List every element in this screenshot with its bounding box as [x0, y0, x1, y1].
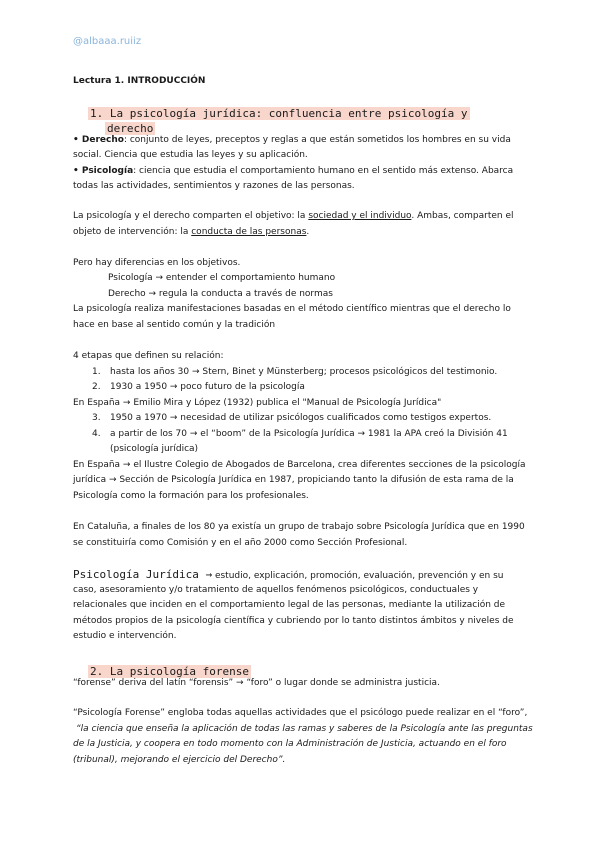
- derecho-def-2: social. Ciencia que estudia las leyes y su aplicación.: [73, 150, 308, 160]
- psicologia-definition: [73, 164, 513, 179]
- spain-note2-line3: Psicología como la formación para los profesionales.: [73, 491, 309, 501]
- catalonia-line2: se constituiría como Comisión y en el año 2000 como Sección Profesional.: [73, 538, 408, 548]
- difference-psychology: Psicología → entender el comportamiento humano: [108, 273, 336, 283]
- etymology: “forense” deriva del latín “forensis” → “foro” o lugar donde se administra justicia.: [73, 678, 440, 688]
- stage3-number: 3.: [92, 413, 101, 423]
- watermark: @albaaa.ruiiz: [73, 36, 142, 47]
- catalonia-line1: En Cataluña, a finales de los 80 ya existía un grupo de trabajo sobre Psicología Jurídica que en 1990: [73, 522, 525, 532]
- definition-term: Psicología Jurídica →: [73, 568, 213, 581]
- definition-line4: métodos propios de la psicología científica y cubriendo por lo tanto distintos ámbitos y niveles de: [73, 616, 514, 626]
- shared-2b: .: [306, 227, 310, 237]
- stage1-number: 1.: [92, 367, 101, 377]
- shared-1u: sociedad y el individuo: [308, 211, 412, 221]
- forensic-quote-line3: (tribunal), mejorando el ejercicio del Derecho”.: [73, 755, 286, 765]
- method-line1: La psicología realiza manifestaciones basadas en el método científico mientras que el derecho lo: [73, 304, 511, 314]
- definition-text-1: estudio, explicación, promoción, evaluación, prevención y en su: [212, 571, 504, 581]
- definition-line1: [73, 567, 503, 584]
- derecho-term: • Derecho: [73, 135, 124, 145]
- spain-note2-line2: jurídica → Sección de Psicología Jurídica en 1987, propiciando tanto la difusión de esta rama de la: [73, 475, 514, 485]
- stage4-text-line2: (psicología jurídica): [110, 444, 199, 454]
- differences-intro: Pero hay diferencias en los objetivos.: [73, 258, 241, 268]
- section1-heading-line2: derecho: [107, 122, 154, 135]
- method-line2: hace en base al sentido común y la tradición: [73, 320, 276, 330]
- derecho-definition: [73, 133, 511, 148]
- shared-2u: conducta de las personas: [191, 227, 307, 237]
- psicologia-def-1: : ciencia que estudia el comportamiento humano en el sentido más extenso. Abarca: [133, 166, 514, 176]
- stage2-number: 2.: [92, 382, 101, 392]
- shared-objective-line2: [73, 225, 309, 240]
- difference-law: Derecho → regula la conducta a través de normas: [108, 289, 333, 299]
- stage2-text: 1930 a 1950 → poco futuro de la psicología: [110, 382, 305, 392]
- definition-line5: estudio e intervención.: [73, 631, 177, 641]
- spain-note1: En España → Emilio Mira y López (1932) publica el "Manual de Psicología Jurídica": [73, 398, 442, 408]
- derecho-def-1: : conjunto de leyes, preceptos y reglas a que están sometidos los hombres en su vida: [123, 135, 511, 145]
- stage1-text: hasta los años 30 → Stern, Binet y Münsterberg; procesos psicológicos del testimonio.: [110, 367, 498, 377]
- psicologia-def-2: todas las actividades, sentimientos y razones de las personas.: [73, 181, 355, 191]
- section2-heading-text: 2. La psicología forense: [90, 665, 249, 678]
- definition-line3: relacionales que inciden en el comportamiento legal de las personas, mediante la utilización de: [73, 600, 506, 610]
- definition-line2: caso, asesoramiento y/o tratamiento de aquellos fenómenos psicológicos, conductuales y: [73, 585, 479, 595]
- shared-2a: objeto de intervención: la: [73, 227, 192, 237]
- stage4-number: 4.: [92, 429, 101, 439]
- forensic-quote-line2: de la Justicia, y coopera en todo momento con la Administración de Justicia, actuando en el foro: [73, 739, 507, 749]
- stage4-text-line1: a partir de los 70 → el “boom” de la Psicología Jurídica → 1981 la APA creó la División 41: [110, 429, 508, 439]
- shared-1b: . Ambas, comparten el: [411, 211, 514, 221]
- forensic-line1: “Psicología Forense” engloba todas aquellas actividades que el psicólogo puede realizar en el “foro”,: [73, 708, 528, 718]
- stage3-text: 1950 a 1970 → necesidad de utilizar psicólogos cualificados como testigos expertos.: [110, 413, 492, 423]
- shared-1a: La psicología y el derecho comparten el objetivo: la: [73, 211, 309, 221]
- section1-heading-line1: 1. La psicología jurídica: confluencia entre psicología y: [90, 107, 468, 120]
- spain-note2-line1: En España → el Ilustre Colegio de Abogados de Barcelona, crea diferentes secciones de la psicología: [73, 460, 526, 470]
- forensic-quote-line1: “la ciencia que enseña la aplicación de todas las ramas y saberes de la Psicología ante las preguntas: [76, 724, 533, 734]
- lecture-title: Lectura 1. INTRODUCCIÓN: [73, 76, 206, 86]
- psicologia-term: • Psicología: [73, 166, 134, 176]
- shared-objective-line1: [73, 209, 514, 224]
- stages-intro: 4 etapas que definen su relación:: [73, 351, 224, 361]
